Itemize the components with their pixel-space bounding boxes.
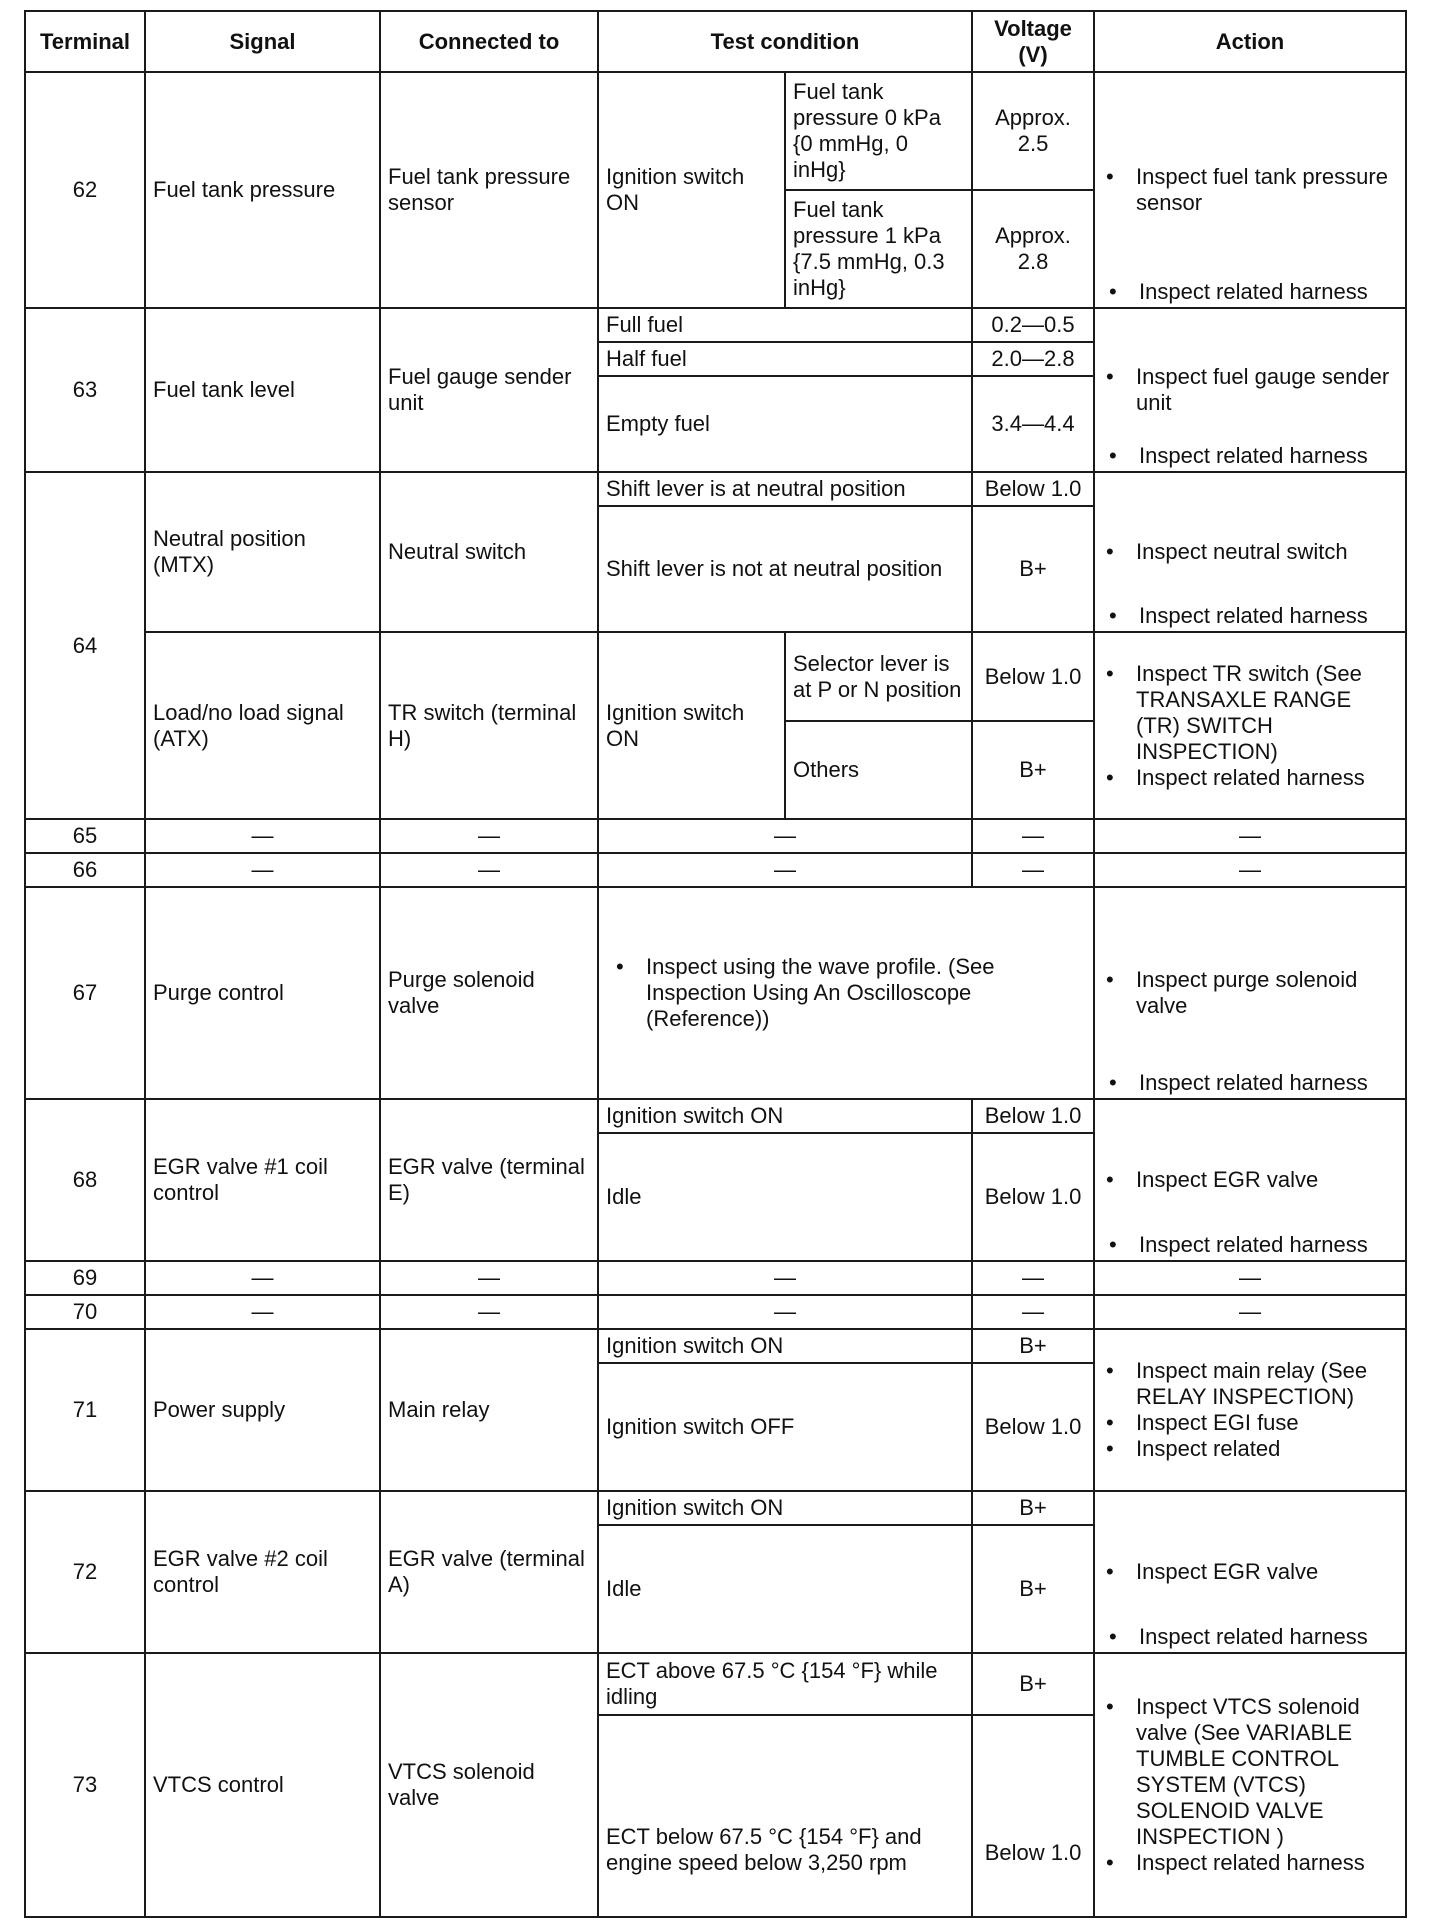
subcondition-cell: Fuel tank pressure 1 kPa {7.5 mmHg, 0.3 inHg}: [785, 190, 972, 308]
voltage-cell: Below 1.0: [972, 1133, 1094, 1261]
condition-cell: Ignition switch ON: [598, 1491, 972, 1525]
voltage-cell: B+: [972, 1491, 1094, 1525]
condition-cell: Idle: [598, 1133, 972, 1261]
terminal-cell: 72: [25, 1491, 145, 1653]
signal-cell: VTCS control: [145, 1653, 380, 1917]
action-item: • Inspect purge solenoid valve: [1102, 967, 1398, 1019]
table-row: [25, 472, 1406, 506]
header-row: [25, 11, 1406, 72]
terminal-cell: 73: [25, 1653, 145, 1917]
connected-cell: TR switch (terminal H): [380, 632, 598, 819]
voltage-cell: B+: [972, 721, 1094, 819]
condition-cell: Shift lever is not at neutral position: [598, 506, 972, 632]
connected-cell: Fuel gauge sender unit: [380, 308, 598, 472]
condition-cell: —: [598, 819, 972, 853]
terminal-cell: 62: [25, 72, 145, 308]
signal-cell: Fuel tank level: [145, 308, 380, 472]
action-cell: [1094, 472, 1406, 632]
action-cell: [1094, 1653, 1406, 1917]
header-action: Action: [1094, 11, 1406, 72]
action-item: • Inspect TR switch (See TRANSAXLE RANGE (TR) SWITCH INSPECTION): [1102, 661, 1398, 765]
action-item: • Inspect related harness: [1105, 1070, 1399, 1096]
signal-cell: EGR valve #1 coil control: [145, 1099, 380, 1261]
action-item: • Inspect neutral switch: [1102, 539, 1398, 565]
condition-cell: Idle: [598, 1525, 972, 1653]
signal-cell: Fuel tank pressure: [145, 72, 380, 308]
condition-cell: ECT below 67.5 °C {154 °F} and engine speed below 3,250 rpm: [598, 1715, 972, 1917]
subcondition-cell: Fuel tank pressure 0 kPa {0 mmHg, 0 inHg}: [785, 72, 972, 190]
table-row: [25, 72, 1406, 190]
action-cell: —: [1094, 853, 1406, 887]
table-row: [25, 1653, 1406, 1715]
table-row: [25, 632, 1406, 721]
signal-cell: Purge control: [145, 887, 380, 1099]
connected-cell: Main relay: [380, 1329, 598, 1491]
table-row: [25, 1491, 1406, 1525]
table-row: [25, 1261, 1406, 1295]
voltage-cell: Below 1.0: [972, 1715, 1094, 1917]
header-connected-to: Connected to: [380, 11, 598, 72]
action-cell: [1094, 1099, 1406, 1261]
condition-cell: Shift lever is at neutral position: [598, 472, 972, 506]
connected-cell: —: [380, 1261, 598, 1295]
action-item: • Inspect related harness: [1105, 279, 1399, 305]
table-row: [25, 1329, 1406, 1363]
header-terminal: Terminal: [25, 11, 145, 72]
header-voltage: Voltage (V): [972, 11, 1094, 72]
signal-cell: Neutral position (MTX): [145, 472, 380, 632]
terminal-cell: 69: [25, 1261, 145, 1295]
action-cell: —: [1094, 819, 1406, 853]
signal-cell: —: [145, 1261, 380, 1295]
voltage-cell: B+: [972, 1329, 1094, 1363]
voltage-cell: Below 1.0: [972, 1363, 1094, 1491]
action-item: • Inspect related harness: [1105, 1232, 1399, 1258]
voltage-cell: Approx. 2.8: [972, 190, 1094, 308]
action-item: • Inspect related harness: [1102, 765, 1398, 791]
header-test-condition: Test condition: [598, 11, 972, 72]
voltage-cell: B+: [972, 506, 1094, 632]
action-cell: [1094, 1491, 1406, 1653]
voltage-cell: Below 1.0: [972, 632, 1094, 721]
table-row: [25, 1295, 1406, 1329]
connected-cell: —: [380, 1295, 598, 1329]
voltage-cell: 2.0—2.8: [972, 342, 1094, 376]
voltage-cell: —: [972, 819, 1094, 853]
signal-cell: —: [145, 819, 380, 853]
condition-cell: Ignition switch OFF: [598, 1363, 972, 1491]
terminal-cell: 67: [25, 887, 145, 1099]
action-item: • Inspect related harness: [1102, 1850, 1398, 1876]
condition-cell: ECT above 67.5 °C {154 °F} while idling: [598, 1653, 972, 1715]
terminal-cell: 66: [25, 853, 145, 887]
table-row: [25, 819, 1406, 853]
terminal-cell: 70: [25, 1295, 145, 1329]
table-row: [25, 887, 1406, 1099]
action-item: • Inspect EGI fuse: [1102, 1410, 1398, 1436]
action-item: • Inspect main relay (See RELAY INSPECTION): [1102, 1358, 1398, 1410]
action-item: • Inspect related harness: [1105, 1624, 1399, 1650]
condition-cell: [598, 887, 1094, 1099]
voltage-cell: Approx. 2.5: [972, 72, 1094, 190]
condition-cell: —: [598, 853, 972, 887]
condition-cell: Full fuel: [598, 308, 972, 342]
signal-cell: Load/no load signal (ATX): [145, 632, 380, 819]
condition-cell: Empty fuel: [598, 376, 972, 472]
condition-cell: Ignition switch ON: [598, 72, 785, 308]
action-item: • Inspect EGR valve: [1102, 1167, 1398, 1193]
table-row: [25, 1099, 1406, 1133]
voltage-cell: 3.4—4.4: [972, 376, 1094, 472]
signal-cell: —: [145, 1295, 380, 1329]
action-item: • Inspect fuel gauge sender unit: [1102, 364, 1398, 416]
action-cell: —: [1094, 1261, 1406, 1295]
signal-cell: —: [145, 853, 380, 887]
voltage-cell: B+: [972, 1653, 1094, 1715]
voltage-cell: Below 1.0: [972, 472, 1094, 506]
action-item: • Inspect related harness: [1105, 443, 1399, 469]
action-cell: [1094, 72, 1406, 308]
condition-cell: Ignition switch ON: [598, 632, 785, 819]
condition-cell: —: [598, 1295, 972, 1329]
connected-cell: VTCS solenoid valve: [380, 1653, 598, 1917]
action-cell: [1094, 1329, 1406, 1491]
action-item: • Inspect VTCS solenoid valve (See VARIABLE TUMBLE CONTROL SYSTEM (VTCS) SOLENOID VALVE INSPECTION ): [1102, 1694, 1398, 1850]
voltage-cell: Below 1.0: [972, 1099, 1094, 1133]
subcondition-cell: Selector lever is at P or N position: [785, 632, 972, 721]
condition-item: • Inspect using the wave profile. (See Inspection Using An Oscilloscope (Reference)): [612, 954, 1086, 1032]
condition-cell: Ignition switch ON: [598, 1099, 972, 1133]
condition-cell: Ignition switch ON: [598, 1329, 972, 1363]
voltage-cell: 0.2—0.5: [972, 308, 1094, 342]
voltage-cell: —: [972, 1295, 1094, 1329]
connected-cell: EGR valve (terminal E): [380, 1099, 598, 1261]
connected-cell: Fuel tank pressure sensor: [380, 72, 598, 308]
voltage-cell: —: [972, 853, 1094, 887]
action-cell: —: [1094, 1295, 1406, 1329]
terminal-inspection-table: [24, 10, 1407, 1918]
signal-cell: EGR valve #2 coil control: [145, 1491, 380, 1653]
action-item: • Inspect EGR valve: [1102, 1559, 1398, 1585]
connected-cell: Purge solenoid valve: [380, 887, 598, 1099]
terminal-cell: 65: [25, 819, 145, 853]
condition-cell: —: [598, 1261, 972, 1295]
voltage-cell: —: [972, 1261, 1094, 1295]
action-item: • Inspect related harness: [1105, 603, 1399, 629]
connected-cell: EGR valve (terminal A): [380, 1491, 598, 1653]
terminal-cell: 71: [25, 1329, 145, 1491]
terminal-cell: 64: [25, 472, 145, 819]
connected-cell: Neutral switch: [380, 472, 598, 632]
signal-cell: Power supply: [145, 1329, 380, 1491]
subcondition-cell: Others: [785, 721, 972, 819]
action-cell: [1094, 887, 1406, 1099]
table-row: [25, 853, 1406, 887]
table-row: [25, 308, 1406, 342]
header-signal: Signal: [145, 11, 380, 72]
voltage-cell: B+: [972, 1525, 1094, 1653]
connected-cell: —: [380, 853, 598, 887]
action-item: • Inspect fuel tank pressure sensor: [1102, 164, 1398, 216]
action-cell: [1094, 632, 1406, 819]
condition-cell: Half fuel: [598, 342, 972, 376]
terminal-cell: 68: [25, 1099, 145, 1261]
connected-cell: —: [380, 819, 598, 853]
action-cell: [1094, 308, 1406, 472]
action-item: • Inspect related: [1102, 1436, 1398, 1462]
terminal-cell: 63: [25, 308, 145, 472]
